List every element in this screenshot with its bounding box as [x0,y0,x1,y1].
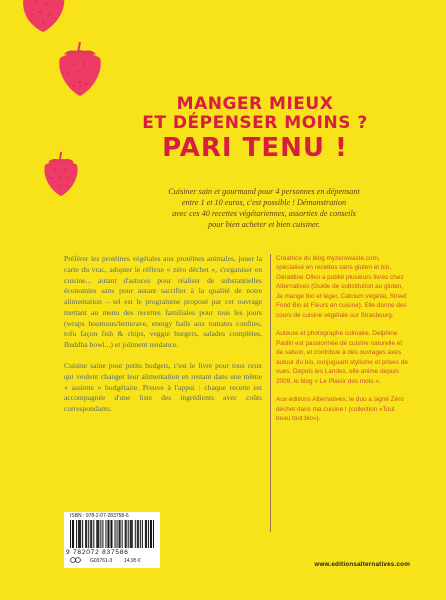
intro-line-3: avec ces 40 recettes végétariennes, assorties de conseils [172,209,356,219]
barcode-bar [120,520,121,548]
product-code: G03761-3 [90,558,113,564]
barcode-bar [93,520,94,548]
barcode-bar [78,520,79,548]
authors-other-book: Aux éditions Alternatives, le duo a signé Zéro déchet dans ma cuisine ! (collection «Tout beau tout bio»). [276,396,404,423]
barcode-bar [122,520,123,548]
barcode-bar [88,520,89,548]
barcode-bar [85,520,86,548]
barcode-bar [115,520,116,548]
strawberry-top-icon [18,0,68,36]
barcode-bar [137,520,138,548]
barcode-bar [135,520,136,548]
description-column [64,254,262,425]
barcode-bar [130,520,131,548]
column-divider [270,254,271,532]
barcode-bar [142,520,143,548]
barcode-bar [97,520,98,548]
barcode-bar [76,520,77,548]
barcode-bar [82,520,83,548]
barcode-bar [117,520,118,548]
barcode-bar [107,520,108,548]
barcode-bars [70,520,154,548]
barcode-bar [102,520,103,548]
barcode-bar [153,520,154,548]
barcode-bar [86,520,87,548]
headline-line-2: ET DÉPENSER MOINS ? [142,112,368,133]
barcode-digits: 9 782072 837586 [66,549,129,556]
barcode-bar [111,520,112,548]
barcode-bar [150,520,151,548]
barcode-bar [91,520,92,548]
barcode-bar [90,520,91,548]
publisher-logo-icon [70,556,82,564]
price: 14,95 € [124,558,141,564]
barcode-bar [105,520,106,548]
strawberry-large-icon [54,40,106,98]
barcode-bar [148,520,149,548]
barcode-bar [70,520,71,548]
barcode-bar [110,520,111,548]
barcode-bar [79,520,80,548]
intro-line-1: Cuisiner sain et gourmand pour 4 personnes en dépensant [168,187,360,196]
barcode-bar [98,520,99,548]
headline [60,95,446,163]
barcode-bar [96,520,97,548]
barcode-bar [128,520,129,548]
barcode-bar [108,520,109,548]
intro-text [116,186,412,230]
barcode-bar [72,520,73,548]
headline-line-3: PARI TENU ! [162,133,348,164]
barcode-bar [131,520,132,548]
barcode-bar [125,520,126,548]
barcode-bar [126,520,127,548]
author-bio-2: Auteure et photographe culinaire, Delphine Paslin est passionnée de cuisine naturelle et de saison, et contribue à des ouvrages axés autour du bio, conjuguant stylisme et prises de vues. Depuis les Landes, elle anime depuis 2009, le blog « Le Plaisir des mots ». [276,330,408,385]
description-paragraph-1: Préférer les protéines végétales aux protéines animales, jouer la carte du vrac, adopter le réflexe « zéro déchet », s'organiser en cuisine... autant d'astuces pour réaliser de substantielles économies sans pour autant sacrifier à la qualité de notre alimentation – tel est le programme proposé par cet ouvrage mettant au menu des recettes familiales pour tous les jours (wraps houmous/betterave, energy balls aux tomates confites, tofu façon fish & chips, veggie burgers, salades complètes, Buddha bowl...) et joliment tendance. [64,254,262,350]
authors-column [276,254,408,433]
barcode-bar [73,520,74,548]
barcode-bar [151,520,152,548]
publisher-website: www.editionsalternatives.com [314,561,410,568]
barcode-bar [145,520,146,548]
headline-line-1: MANGER MIEUX [176,94,334,114]
intro-line-4: pour bien acheter et bien cuisiner. [208,220,320,230]
barcode-bar [100,520,101,548]
description-paragraph-2: Cuisine saine pour petits budgets, c'est le livre pour tous ceux qui veulent changer leur alimentation en restant dans une même « assiette » budgétaire. Preuve à l'appui : chaque recette est accompagnée d'une liste des ingrédients avec coûts correspondants. [64,361,262,414]
barcode-bar [146,520,147,548]
isbn-text: ISBN : 978-2-07-283758-6 [70,513,129,519]
barcode-bar [140,520,141,548]
intro-line-2: entre 1 et 10 euros, c'est possible ! Démonstration [181,198,347,208]
barcode-bar [138,520,139,548]
barcode-bar [119,520,120,548]
barcode-bar [132,520,133,548]
author-bio-1: Créatrice du blog myzerowaste.com, spécialisé en recettes sans gluten et bio, Géraldine Olivo a publié plusieurs livres chez Alternatives (Guide de substitution au gluten, Je mange bio et léger, Calcium végétal, Street Food Bio et Fleurs en cuisine). Elle donne des cours de cuisine végétale sur Strasbourg. [276,255,407,319]
barcode-bar [80,520,81,548]
